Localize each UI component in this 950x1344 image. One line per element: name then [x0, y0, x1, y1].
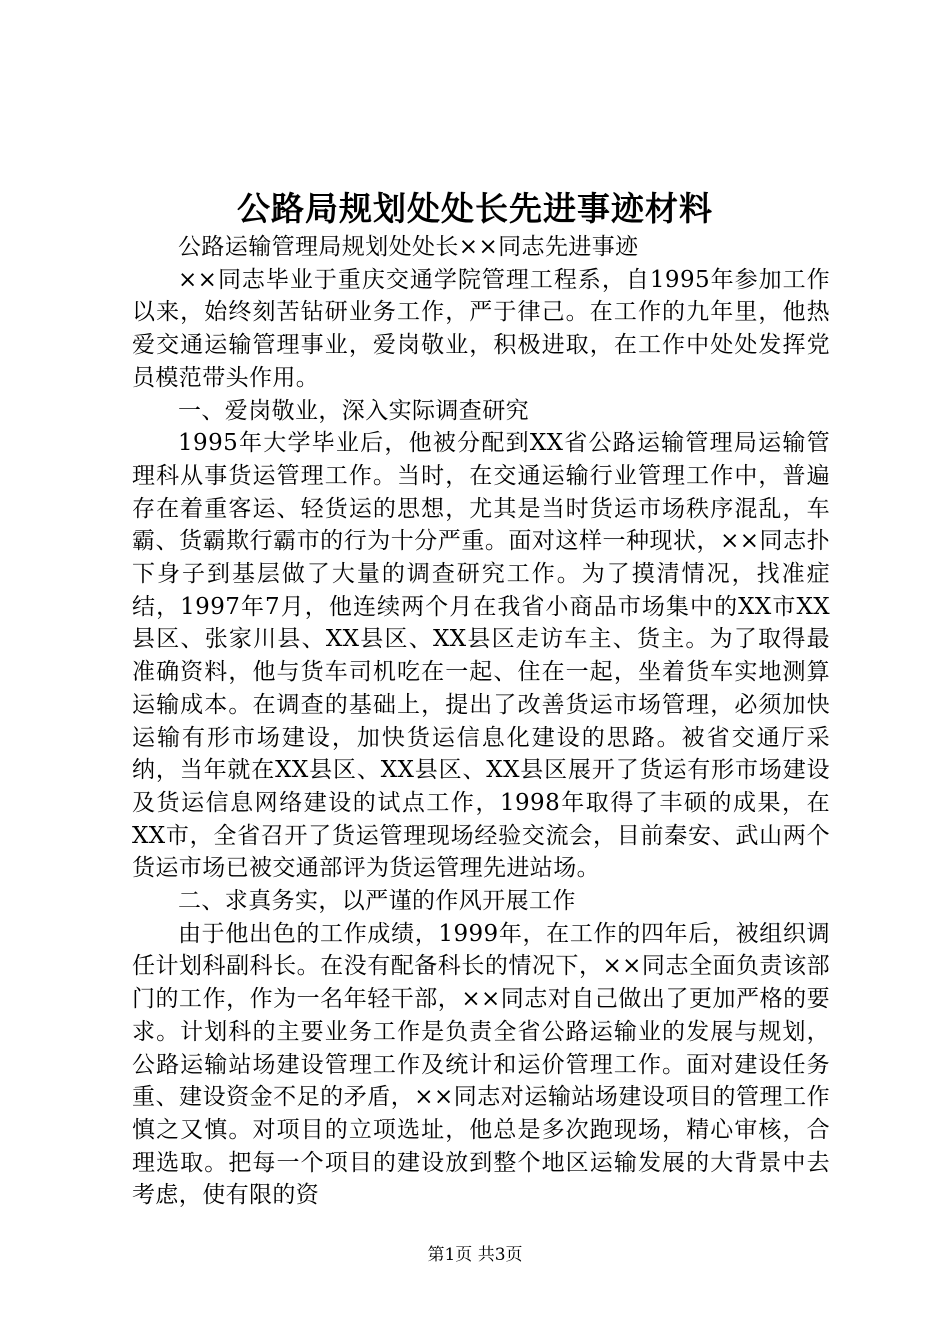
page-footer: 第1页 共3页 — [427, 1245, 523, 1265]
paragraph-intro: ××同志毕业于重庆交通学院管理工程系，自1995年参加工作以来，始终刻苦钻研业务工作，严于律己。在工作的九年里，他热爱交通运输管理事业，爱岗敬业，积极进取，在工作中处处发挥党员模范带头作用。 — [132, 266, 830, 391]
document-subtitle: 公路运输管理局规划处处长××同志先进事迹 — [178, 234, 639, 260]
section-heading-2: 二、求真务实，以严谨的作风开展工作 — [178, 888, 576, 915]
paragraph-section-2: 由于他出色的工作成绩，1999年，在工作的四年后，被组织调任计划科副科长。在没有配备科长的情况下，××同志全面负责该部门的工作，作为一名年轻干部，××同志对自己做出了更加严格的要求。计划科的主要业务工作是负责全省公路运输业的发展与规划，公路运输站场建设管理工作及统计和运价管理工作。面对建设任务重、建设资金不足的矛盾，××同志对运输站场建设项目的管理工作慎之又慎。对项目的立项选址，他总是多次跑现场，精心审核，合理选取。把每一个项目的建设放到整个地区运输发展的大背景中去考虑，使有限的资 — [132, 920, 830, 1209]
section-heading-1: 一、爱岗敬业，深入实际调查研究 — [178, 397, 529, 424]
document-body — [132, 231, 830, 1212]
document-title: 公路局规划处处长先进事迹材料 — [237, 189, 713, 228]
paragraph-section-1: 1995年大学毕业后，他被分配到XX省公路运输管理局运输管理科从事货运管理工作。当时，在交通运输行业管理工作中，普遍存在着重客运、轻货运的思想，尤其是当时货运市场秩序混乱，车霸、货霸欺行霸市的行为十分严重。面对这样一种现状，××同志扑下身子到基层做了大量的调查研究工作。为了摸清情况，找准症结，1997年7月，他连续两个月在我省小商品市场集中的XX市XX县区、张家川县、XX县区、XX县区走访车主、货主。为了取得最准确资料，他与货车司机吃在一起、住在一起，坐着货车实地测算运输成本。在调查的基础上，提出了改善货运市场管理，必须加快运输有形市场建设，加快货运信息化建设的思路。被省交通厅采纳，当年就在XX县区、XX县区、XX县区展开了货运有形市场建设及货运信息网络建设的试点工作，1998年取得了丰硕的成果，在XX市，全省召开了货运管理现场经验交流会，目前秦安、武山两个货运市场已被交通部评为货运管理先进站场。 — [132, 430, 830, 882]
